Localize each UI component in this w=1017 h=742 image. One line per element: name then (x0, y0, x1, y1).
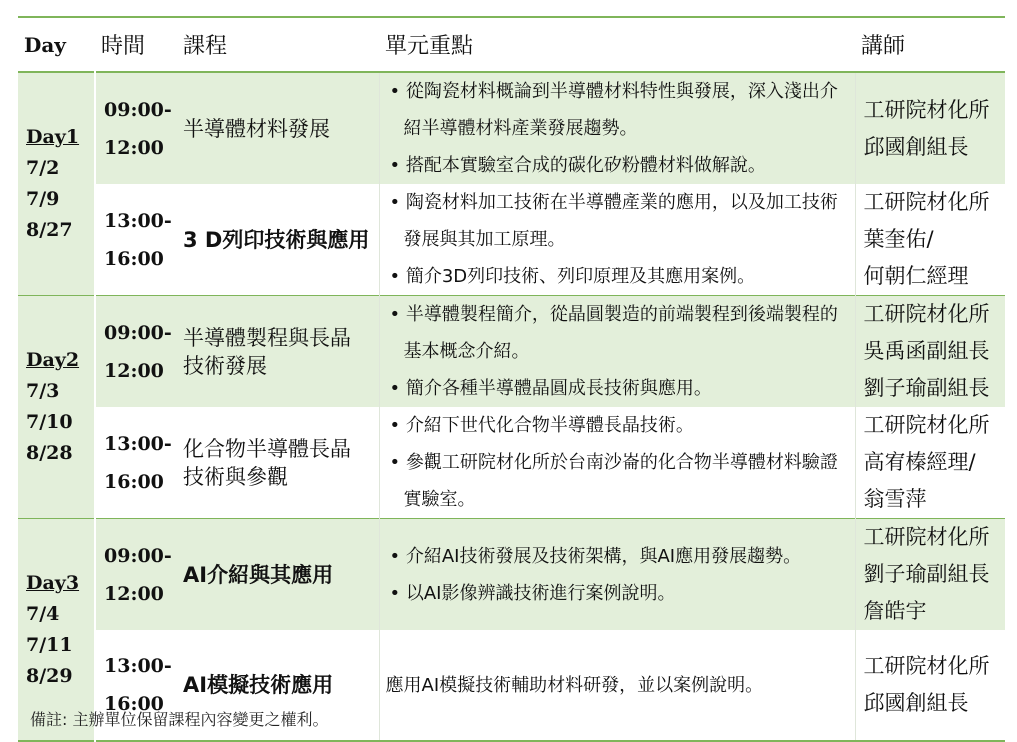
table-row (18, 184, 1005, 296)
time-start: 13:00- (104, 655, 172, 677)
time-cell (95, 407, 177, 519)
point-item: • 以AI影像辨識技術進行案例說明。 (386, 575, 851, 612)
points-cell (379, 630, 855, 741)
point-item: • 介紹AI技術發展及技術架構，與AI應用發展趨勢。 (386, 538, 851, 575)
point-item: • 陶瓷材料加工技術在半導體產業的應用，以及加工技術發展與其加工原理。 (386, 184, 851, 258)
time-cell (95, 72, 177, 184)
footnote: 備註: 主辦單位保留課程內容變更之權利。 (30, 710, 329, 729)
teacher-line: 邱國創組長 (863, 134, 969, 159)
course-cell: 化合物半導體長晶技術與參觀 (177, 407, 379, 519)
course-cell: AI模擬技術應用 (177, 630, 379, 741)
time-start: 09:00- (104, 98, 172, 121)
day-date: 8/27 (26, 219, 73, 241)
point-item: • 介紹下世代化合物半導體長晶技術。 (386, 407, 851, 444)
day-date: 7/9 (26, 188, 60, 210)
teacher-line: 吳禹函副組長 (863, 339, 990, 363)
teacher-line: 劉子瑜副組長 (863, 376, 990, 400)
day-date: 7/2 (26, 157, 60, 179)
header-teacher: 講師 (861, 34, 906, 59)
time-cell (95, 296, 177, 408)
time-end: 16:00 (104, 693, 164, 715)
points-cell (379, 184, 855, 296)
teacher-line: 邱國創組長 (863, 691, 969, 715)
table-row (18, 407, 1005, 519)
teacher-line: 工研院材化所 (863, 302, 990, 326)
time-start: 09:00- (104, 544, 172, 567)
point-item: • 簡介3D列印技術、列印原理及其應用案例。 (386, 258, 851, 295)
course-schedule-table (18, 16, 1005, 742)
points-cell (379, 519, 855, 631)
points-cell (379, 296, 855, 408)
day-date: 8/28 (26, 442, 73, 464)
teacher-line: 劉子瑜副組長 (863, 562, 990, 586)
header-day: Day (24, 32, 66, 57)
teacher-line: 工研院材化所 (863, 413, 990, 437)
day-cell (18, 296, 95, 519)
teacher-cell (855, 407, 1005, 519)
teacher-cell (855, 184, 1005, 296)
teacher-line: 工研院材化所 (863, 654, 990, 678)
teacher-line: 工研院材化所 (863, 190, 990, 214)
time-cell (95, 519, 177, 631)
course-cell: 半導體材料發展 (177, 72, 379, 184)
day-label: Day1 (26, 126, 80, 148)
point-item: • 簡介各種半導體晶圓成長技術與應用。 (386, 370, 851, 407)
point-item: • 從陶瓷材料概論到半導體材料特性與發展，深入淺出介紹半導體材料產業發展趨勢。 (386, 73, 851, 147)
course-cell: 半導體製程與長晶技術發展 (177, 296, 379, 408)
time-start: 13:00- (104, 432, 172, 455)
time-start: 13:00- (104, 209, 172, 232)
header-course: 課程 (183, 34, 228, 59)
table-row (18, 296, 1005, 408)
table-row (18, 72, 1005, 184)
time-end: 16:00 (104, 247, 164, 270)
points-cell (379, 72, 855, 184)
time-end: 12:00 (104, 582, 164, 605)
teacher-line: 翁雪萍 (863, 487, 927, 511)
teacher-line: 高宥榛經理/ (863, 450, 976, 474)
time-end: 12:00 (104, 136, 164, 159)
teacher-cell (855, 296, 1005, 408)
teacher-line: 何朝仁經理 (863, 264, 969, 288)
time-start: 09:00- (104, 321, 172, 344)
day-label: Day3 (26, 571, 80, 594)
teacher-line: 工研院材化所 (863, 97, 990, 122)
time-cell (95, 184, 177, 296)
point-item: • 參觀工研院材化所於台南沙崙的化合物半導體材料驗證實驗室。 (386, 444, 851, 518)
header-time: 時間 (101, 34, 146, 59)
day-date: 7/10 (26, 411, 73, 433)
day-date: 7/11 (26, 633, 73, 656)
course-cell: 3 D列印技術與應用 (177, 184, 379, 296)
time-end: 12:00 (104, 359, 164, 382)
time-end: 16:00 (104, 470, 164, 493)
teacher-line: 工研院材化所 (863, 525, 990, 549)
course-cell: AI介紹與其應用 (177, 519, 379, 631)
day-label: Day2 (26, 349, 80, 371)
day-date: 8/29 (26, 664, 73, 687)
table-row (18, 519, 1005, 631)
teacher-cell (855, 72, 1005, 184)
point-item: • 搭配本實驗室合成的碳化矽粉體材料做解說。 (386, 147, 851, 184)
teacher-cell (855, 519, 1005, 631)
teacher-line: 葉奎佑/ (863, 227, 934, 251)
day-date: 7/3 (26, 380, 60, 402)
table-header-row (18, 17, 1005, 72)
teacher-line: 詹皓宇 (863, 599, 927, 623)
points-cell (379, 407, 855, 519)
day-date: 7/4 (26, 602, 60, 625)
day-cell (18, 72, 95, 296)
header-points: 單元重點 (385, 34, 474, 59)
point-item: 應用AI模擬技術輔助材料研發，並以案例說明。 (385, 674, 764, 696)
point-item: • 半導體製程簡介，從晶圓製造的前端製程到後端製程的基本概念介紹。 (386, 296, 851, 370)
teacher-cell (855, 630, 1005, 741)
